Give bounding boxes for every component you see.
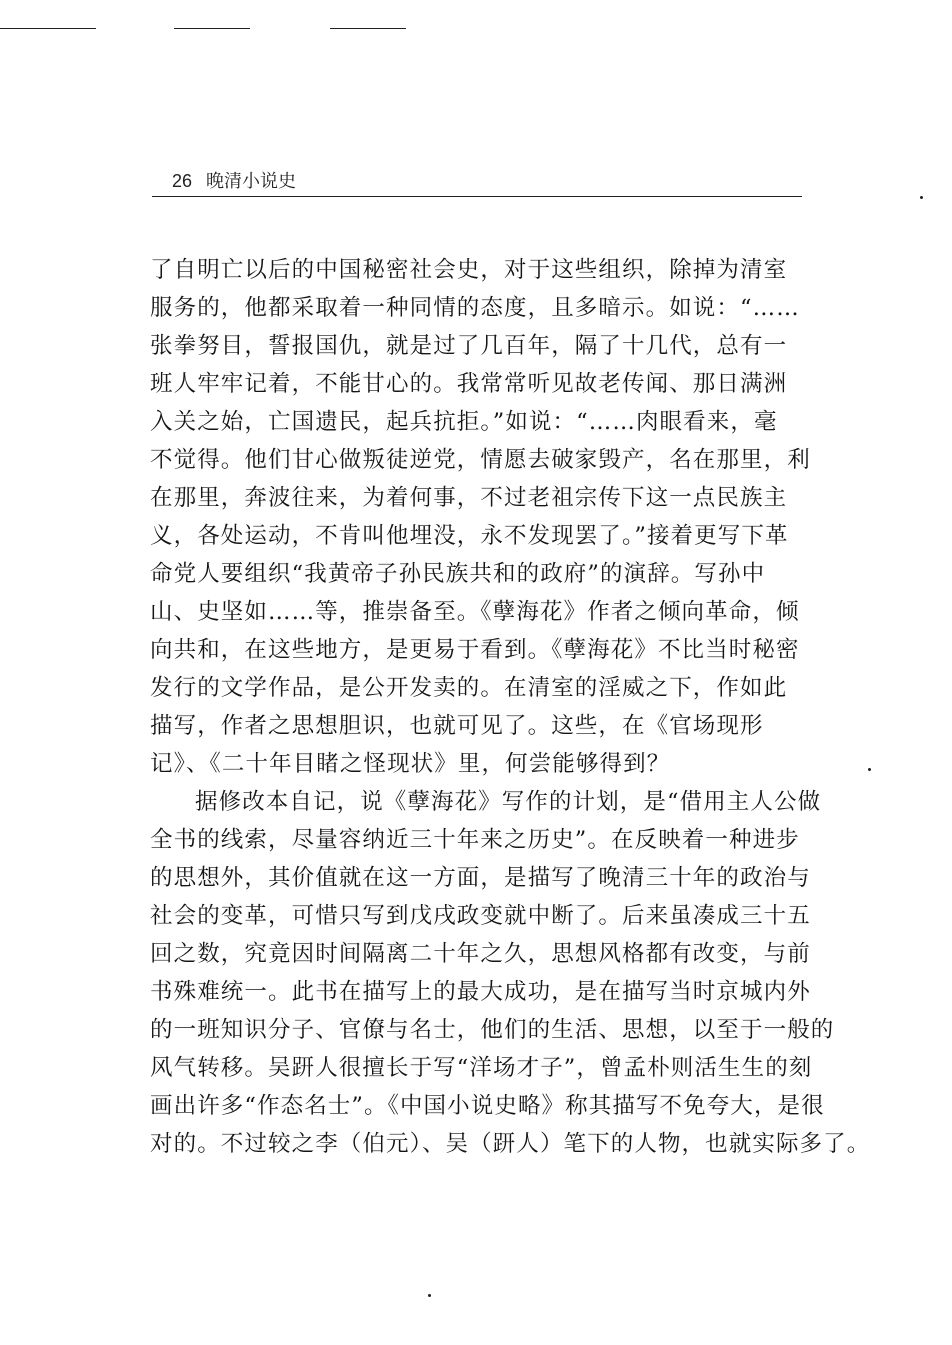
page-number: 26 [172, 171, 193, 191]
text-line: 记》、《二十年目睹之怪现状》里，何尝能够得到？ [150, 751, 671, 777]
running-header [172, 168, 802, 194]
text-line: 描写，作者之思想胆识，也就可见了。这些，在《官场现形 [150, 713, 764, 739]
text-line: 张拳努目，誓报国仇，就是过了几百年，隔了十几代，总有一 [150, 333, 788, 359]
top-scan-rule-1 [0, 28, 96, 29]
text-line: 的思想外，其价值就在这一方面，是描写了晚清三十年的政治与 [150, 865, 811, 891]
top-scan-rule-2 [174, 28, 250, 29]
text-line: 发行的文学作品，是公开发卖的。在清室的淫威之下，作如此 [150, 675, 788, 701]
text-line: 在那里，奔波往来，为着何事，不过老祖宗传下这一点民族主 [150, 485, 788, 511]
text-line: 全书的线索，尽量容纳近三十年来之历史”。在反映着一种进步 [150, 827, 800, 853]
top-scan-rule-3 [330, 28, 406, 29]
scan-speck [920, 196, 923, 199]
text-line: 风气转移。吴趼人很擅长于写“洋场才子”，曾孟朴则活生生的刻 [150, 1055, 813, 1081]
text-line: 书殊难统一。此书在描写上的最大成功，是在描写当时京城内外 [150, 979, 811, 1005]
text-line: 不觉得。他们甘心做叛徒逆党，情愿去破家毁产，名在那里，利 [150, 447, 811, 473]
text-line: 班人牢牢记着，不能甘心的。我常常听见故老传闻、那日满洲 [150, 371, 788, 397]
text-line: 命党人要组织“我黄帝子孙民族共和的政府”的演辞。写孙中 [150, 561, 766, 587]
text-line: 社会的变革，可惜只写到戊戌政变就中断了。后来虽凑成三十五 [150, 903, 811, 929]
paragraph-first-line: 据修改本自记，说《孽海花》写作的计划，是“借用主人公做 [195, 789, 822, 815]
text-line: 了自明亡以后的中国秘密社会史，对于这些组织，除掉为清室 [150, 257, 788, 283]
scan-speck [868, 768, 871, 771]
text-line: 入关之始，亡国遗民，起兵抗拒。”如说：“……肉眼看来，毫 [150, 409, 778, 435]
text-line: 山、史坚如……等，推崇备至。《孽海花》作者之倾向革命，倾 [150, 599, 800, 625]
text-line: 回之数，究竟因时间隔离二十年之久，思想风格都有改变，与前 [150, 941, 811, 967]
text-line: 的一班知识分子、官僚与名士，他们的生活、思想，以至于一般的 [150, 1017, 835, 1043]
scan-speck [428, 1294, 431, 1297]
text-line: 对的。不过较之李（伯元）、吴（趼人）笔下的人物，也就实际多了。 [150, 1131, 871, 1157]
text-line: 向共和，在这些地方，是更易于看到。《孽海花》不比当时秘密 [150, 637, 800, 663]
text-line: 服务的，他都采取着一种同情的态度，且多暗示。如说：“…… [150, 295, 800, 321]
text-line: 画出许多“作态名士”。《中国小说史略》称其描写不免夸大，是很 [150, 1093, 825, 1119]
text-line: 义，各处运动，不肯叫他埋没，永不发现罢了。”接着更写下革 [150, 523, 789, 549]
body-text [150, 251, 871, 1163]
header-rule [152, 196, 802, 197]
book-title: 晚清小说史 [206, 171, 297, 192]
